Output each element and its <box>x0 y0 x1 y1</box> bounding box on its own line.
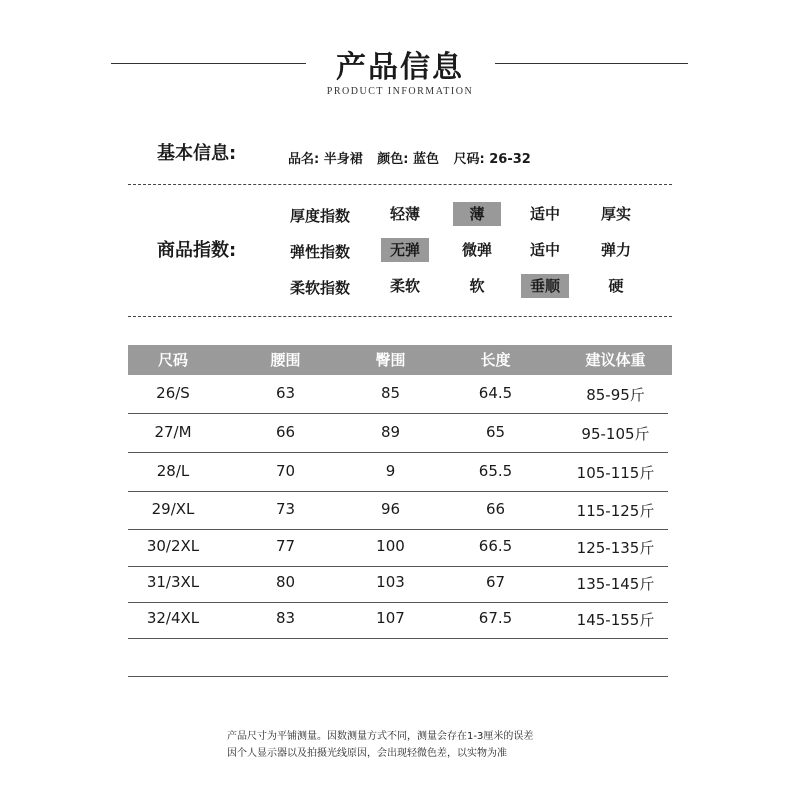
cell-waist: 77 <box>275 537 296 555</box>
cell-weight: 125-135斤 <box>576 539 655 557</box>
cell-waist: 73 <box>275 500 296 518</box>
note-measurement: 产品尺寸为平铺测量。因数测量方式不同，测量会存在1-3厘米的误差 <box>227 731 534 742</box>
cell-size: 29/XL <box>151 500 195 518</box>
cell-waist: 70 <box>275 462 296 480</box>
cell-weight: 95-105斤 <box>581 425 650 443</box>
table-row <box>128 564 668 603</box>
cell-hip: 85 <box>380 384 401 402</box>
index-option: 适中 <box>529 205 560 223</box>
cell-hip: 89 <box>380 423 401 441</box>
cell-hip: 103 <box>376 573 405 591</box>
cell-length: 67.5 <box>478 609 513 627</box>
cell-waist: 83 <box>275 609 296 627</box>
header-length: 长度 <box>480 351 511 369</box>
basic-info-label: 基本信息: <box>157 143 237 164</box>
cell-hip: 9 <box>385 462 396 480</box>
note-color-difference: 因个人显示器以及拍摄光线原因，会出现轻微色差，以实物为准 <box>227 748 507 759</box>
cell-length: 66 <box>485 500 506 518</box>
index-option: 硬 <box>608 277 624 295</box>
product-index-label: 商品指数: <box>157 240 237 261</box>
cell-size: 28/L <box>156 462 190 480</box>
header-hip: 臀围 <box>375 351 406 369</box>
index-row-softness <box>0 274 800 298</box>
index-row-elasticity <box>0 238 800 262</box>
cell-weight: 115-125斤 <box>576 502 655 520</box>
table-row <box>128 491 668 530</box>
index-option: 厚实 <box>600 205 631 223</box>
dashed-divider-bottom <box>128 316 672 317</box>
index-option: 软 <box>469 277 485 295</box>
index-option: 微弹 <box>461 241 492 259</box>
index-option: 轻薄 <box>389 205 420 223</box>
cell-weight: 105-115斤 <box>576 464 655 482</box>
cell-length: 65 <box>485 423 506 441</box>
size-table-header <box>128 345 672 375</box>
header-weight: 建议体重 <box>585 351 646 369</box>
cell-length: 64.5 <box>478 384 513 402</box>
header-size: 尺码 <box>157 351 188 369</box>
cell-size: 26/S <box>156 384 190 402</box>
table-row <box>128 375 668 414</box>
cell-size: 31/3XL <box>146 573 200 591</box>
index-option: 柔软 <box>389 277 420 295</box>
product-size-range: 尺码: 26-32 <box>453 152 531 167</box>
cell-size: 30/2XL <box>146 537 200 555</box>
product-color: 颜色: 蓝色 <box>377 152 439 167</box>
page-title: 产品信息 <box>336 50 464 85</box>
cell-waist: 80 <box>275 573 296 591</box>
cell-weight: 85-95斤 <box>586 386 645 404</box>
cell-hip: 107 <box>376 609 405 627</box>
product-name: 品名: 半身裙 <box>288 152 363 167</box>
dashed-divider-top <box>128 184 672 185</box>
index-option-selected: 无弹 <box>381 238 429 262</box>
table-row <box>128 453 668 492</box>
table-row-empty <box>128 638 668 677</box>
cell-length: 66.5 <box>478 537 513 555</box>
index-name: 厚度指数 <box>290 207 351 225</box>
index-name: 弹性指数 <box>290 243 351 261</box>
cell-waist: 63 <box>275 384 296 402</box>
cell-hip: 96 <box>380 500 401 518</box>
cell-waist: 66 <box>275 423 296 441</box>
index-name: 柔软指数 <box>290 279 351 297</box>
table-row <box>128 600 668 639</box>
cell-hip: 100 <box>376 537 405 555</box>
index-option-selected: 垂顺 <box>521 274 569 298</box>
page-subtitle: PRODUCT INFORMATION <box>326 86 474 97</box>
table-row <box>128 528 668 567</box>
table-row <box>128 414 668 453</box>
cell-weight: 145-155斤 <box>576 611 655 629</box>
header-waist: 腰围 <box>270 351 301 369</box>
cell-length: 67 <box>485 573 506 591</box>
index-row-thickness <box>0 202 800 226</box>
index-option: 适中 <box>529 241 560 259</box>
cell-length: 65.5 <box>478 462 513 480</box>
basic-info-values <box>288 148 541 167</box>
index-option-selected: 薄 <box>453 202 501 226</box>
index-option: 弹力 <box>600 241 631 259</box>
cell-size: 32/4XL <box>146 609 200 627</box>
cell-weight: 135-145斤 <box>576 575 655 593</box>
cell-size: 27/M <box>154 423 192 441</box>
